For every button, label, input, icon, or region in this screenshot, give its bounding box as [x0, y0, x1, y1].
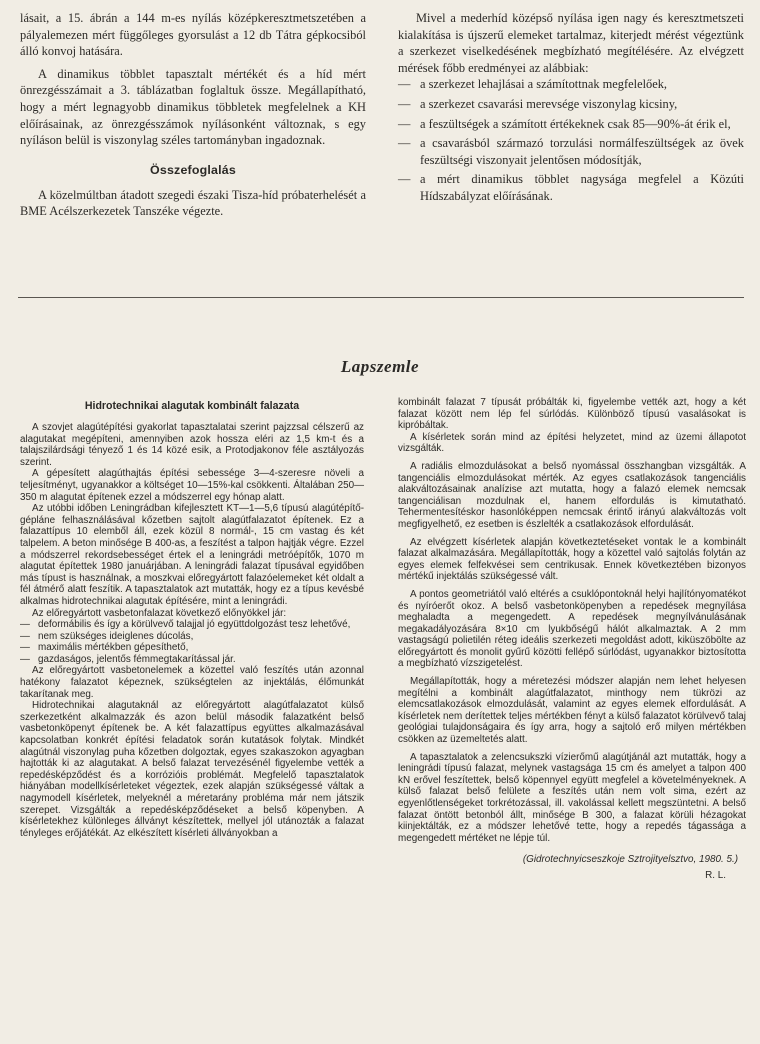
paragraph: Hidrotechnikai alagutaknál az előregyártott alagútfalazatot külső szerkezetként alkalmazzák és azon belül második falazatként belső vasbetonköpenyt építenek be. A két falazattípus együttes alkalmazásával kapcsolatban konkrét építési feladatok során kutatások folytak. Mindkét alagútnál viszonylag puha kőzetben dolgoztak, egyes szakaszokon agyagban hajtották ki az alagutakat. A belső falazat tervezésénél figyelembe vették a repedésképződést és a korrózióis problémát. Megfelelő tapasztalatok hiányában modellkísérleteket végeztek, ezek alapján szükségessé váltak a nagymodell kísérletek, melyeknél a méretarány probléma már nem játszik szerepet. Vizsgálták a repedésképződéseket a belső köpenyben. A kísérletekhez különleges állványt készítettek, mellyel jól utánozták a falazat tényleges erőjátékát. Az elkészített kísérleti állványokban a [20, 700, 364, 839]
author-initials: R. L. [705, 870, 726, 882]
paragraph: Az előregyártott vasbetonfalazat következő előnyökkel jár: [32, 607, 287, 619]
list-item: — a csavarásból származó torzulási normálfeszültségek az övek feszültségi viszonyait jelentősen módosítják, [398, 136, 744, 167]
paragraph: A gépesített alagúthajtás építési sebessége 3—4-szeresre növeli a teljesítményt, ugyanakkor a költséget 10—15%-kal csökkenti. Általában 250—350 m alagutat építenek ezzel a módszerrel egy hónap alatt. [20, 468, 364, 503]
list-item: — nem szükséges ideiglenes dúcolás, [20, 630, 194, 642]
results-list [398, 76, 744, 204]
review-right-column [398, 397, 746, 881]
paragraph: lásait, a 15. ábrán a 144 m-es nyílás középkeresztmetszetében a pályalemezen mért függőleges gyorsulást a 12 db Tátra gépkocsiból álló konvoj hatására. [20, 11, 366, 59]
paragraph: A szovjet alagútépítési gyakorlat tapasztalatai szerint pajzzsal célszerű az alagutakat megépíteni, amennyiben azok hossza eléri az 1,5 km-t és a talajszilárdsági tényező 1 és 14 közé esik, a Protodjakonov féle asztályozás szerint. [20, 422, 364, 468]
list-item: — maximális mértékben gépesíthető, [20, 642, 189, 654]
source-citation: (Gidrotechnyicseszkoje Sztrojityelsztvo, 1980. 5.) [522, 854, 738, 866]
paragraph: Az utóbbi időben Leningrádban kifejlesztett KT—1—5,6 típusú alagútépítő-gépláne felhasználásával kőzetben sajtolt alagútfalazatot építenek. Ez a falazattípus 10 elemből áll, ezek közül 8 normál-, 15 cm vastag és két talpelem. A beton minősége B 400-as, a feszítést a talpon hajtják végre. Ezzel a módszerrel rekordsebességet értek el a leningrádi metróépítők, 1070 m alagutat építettek 1980 januárjában. A leningrádi falazat típusával egyidőben más típust is használnak, a moszkvai előregyártott falazóelemeket két oldalt a fél átmérő alatt feszítik. A tapasztalatok azt mutatták, hogy ez a típus kevésbé alkalmas hidrotechnikai alagutak építésére, mint a leningrádi. [20, 503, 364, 607]
list-item: — deformábilis és így a körülvevő talajjal jó együttdolgozást tesz lehetővé, [20, 619, 351, 631]
article-title: Hidrotechnikai alagutak kombinált falazata [84, 400, 300, 412]
paragraph: A pontos geometriától való eltérés a csuklópontoknál helyi hajlítónyomatékot és nyíróerőt okoz. A belső vasbetonköpenyben a repedések megnyílása meghaladta a megengedett. A repedések megnyílvánulásának megakadályozására 8×10 cm lyukbőségű hálót alkalmaztak. A 2 mm vastagságú polietilén réteg ideális szerkezeti megoldást adott, kiküszöbölte az előregyártott és monolit gyűrű közötti fellépő súrlódást, ugyanakkor biztosította a megbízható vízszigetelést. [398, 588, 746, 670]
previous-article-right-column [398, 10, 744, 208]
paragraph: Mivel a mederhíd középső nyílása igen nagy és keresztmetszeti kialakítása is újszerű elemeket tartalmaz, kiterjedt mérést végeztünk a szerkezet viselkedésének megbízható megítélésére. Az elvégzett mérések főbb eredményei az alábbiak: [398, 11, 744, 75]
review-left-column [20, 400, 364, 839]
paragraph: A közelmúltban átadott szegedi északi Tisza-híd próbaterhelését a BME Acélszerkezetek Tanszéke végezte. [20, 187, 366, 219]
paragraph: A dinamikus többlet tapasztalt mértékét és a híd mért önrezgésszámait a 3. táblázatban foglaltuk össze. Megállapítható, hogy a mért legnagyobb dinamikus többletek megfelelnek a KH előírásainak, az önrezgésszámok nyílásonként változnak, s egy nyíláson belül is viszonylag széles tartományban ingadoznak. [20, 66, 366, 148]
paragraph: A radiális elmozdulásokat a belső nyomással összhangban vizsgálták. A tangenciális elmozdulásokat mérték. Az egyes csatlakozások tangenciális alakváltozásainak analízise azt mutatta, hogy a falazó elemek nemcsak tangenciálisan mozdulnak el, hanem elfordulás is kimutatható. Tehermentesítéskor hasonlóképpen nemcsak érintő irányú alakváltozás volt megfigyelhető, ez esetben is észlelték a csatlakozások elfordulását. [398, 460, 746, 530]
section-heading: Összefoglalás [150, 162, 236, 177]
advantages-list [20, 619, 364, 665]
paragraph: Az előregyártott vasbetonelemek a közettel való feszítés után azonnal hatékony falazatot képeznek, szükségtelen az injektálás, élőmunkát takarítanak meg. [20, 665, 364, 700]
previous-article-left-column [20, 10, 366, 220]
section-masthead: Lapszemle [340, 357, 420, 376]
list-item: — a szerkezet csavarási merevsége viszonylag kicsiny, [398, 96, 678, 111]
list-item: — a szerkezet lehajlásai a számítottnak megfelelőek, [398, 77, 668, 92]
section-divider [18, 297, 744, 298]
paragraph: Az elvégzett kísérletek alapján következtetéseket vontak le a kombinált falazat alkalmazására. Megállapították, hogy a közettel való sajtolás folytán az egyes elemek felfekvései sem centrikusak. Ennek következtében bizonyos mértékű injektálás szükségessé vált. [398, 536, 746, 583]
paragraph: Megállapították, hogy a méretezési módszer alapján nem lehet helyesen megítélni a kombinált alagútfalazatot, minthogy nem tükrözi az elemcsatlakozások elmozdulását, valamint az egyes elemek elfordulását. A kísérletek nem derítettek teljes mértékben fényt a külső falazatot körülvevő talaj geológiai tulajdonságaira és így arra, hogy a sajtoló erő milyen mértékben csökken az üzemeltetés alatt. [398, 676, 746, 746]
paragraph: A tapasztalatok a zelencsukszki vízierőmű alagútjánál azt mutatták, hogy a leningrádi típusú falazat, melynek vastagsága 15 cm és amelyet a talpon 400 kN erővel feszítettek, belső köpennyel együtt megfelel a követelményeknek. A külső falazat belső felülete a feszítés után nem volt sima, ezért az egyenlőtlenségeket torkrétozással, ill. vakolással kellett megszüntetni. A belső falazat öntött betonból állt, minősége B 300, a falazat körüli hézagokat kiinjektálták, ez a módszer lehetővé tette, hogy a repedés tágassága a megengedett mértéket ne lépje túl. [398, 751, 746, 844]
paragraph: kombinált falazat 7 típusát próbálták ki, figyelembe vették azt, hogy a két falazat között nem lép fel súrlódás. Különböző típusú vasalásokat is kipróbáltak. [398, 397, 746, 432]
list-item: — a feszültségek a számított értékeknek csak 85—90%-át érik el, [398, 116, 731, 131]
list-item: — gazdaságos, jelentős fémmegtakarítással jár. [20, 653, 236, 665]
list-item: — a mért dinamikus többlet nagysága megfelel a Közúti Hídszabályzat előírásának. [398, 172, 744, 203]
paragraph: A kísérletek során mind az építési helyzetet, mind az üzemi állapotot vizsgálták. [398, 431, 746, 455]
